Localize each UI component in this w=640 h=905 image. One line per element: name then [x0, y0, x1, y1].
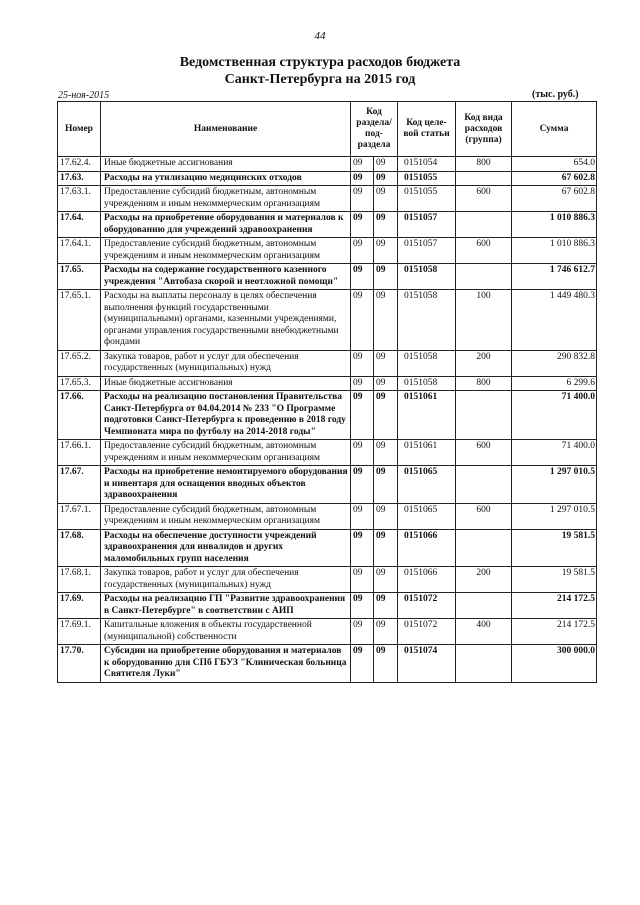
row-section: 09	[351, 171, 374, 186]
row-number: 17.67.1.	[58, 503, 101, 529]
row-sum: 1 449 480.3	[512, 290, 597, 351]
row-name: Расходы на обеспечение доступности учреждений здравоохранения для инвалидов и других маломобильных групп населения	[101, 529, 351, 567]
row-section: 09	[351, 238, 374, 264]
row-sum: 1 010 886.3	[512, 238, 597, 264]
row-number: 17.66.1.	[58, 440, 101, 466]
row-subsection: 09	[374, 645, 398, 683]
row-subsection: 09	[374, 619, 398, 645]
table-row	[58, 593, 597, 619]
document-title	[0, 54, 640, 88]
table-row	[58, 503, 597, 529]
row-name: Расходы на реализацию постановления Правительства Санкт-Петербурга от 04.04.2014 № 233 "О Программе подготовки Санкт-Петербурга к проведению в 2018 году Чемпионата мира по футболу на 2014-2018 годы"	[101, 391, 351, 440]
header-number: Номер	[58, 102, 101, 157]
row-article: 0151058	[398, 376, 456, 391]
row-name: Субсидии на приобретение оборудования и материалов к оборудованию для СПб ГБУЗ "Клиническая больница Святителя Луки"	[101, 645, 351, 683]
table-row	[58, 350, 597, 376]
row-section: 09	[351, 212, 374, 238]
row-subsection: 09	[374, 264, 398, 290]
row-subsection: 09	[374, 171, 398, 186]
table-row	[58, 466, 597, 504]
table-row	[58, 186, 597, 212]
row-number: 17.63.	[58, 171, 101, 186]
row-name: Предоставление субсидий бюджетным, автономным учреждениям и иным некоммерческим организациям	[101, 238, 351, 264]
row-sum: 1 746 612.7	[512, 264, 597, 290]
row-section: 09	[351, 466, 374, 504]
row-sum: 214 172.5	[512, 593, 597, 619]
row-type: 200	[456, 567, 512, 593]
row-article: 0151066	[398, 567, 456, 593]
table-row	[58, 619, 597, 645]
table-row	[58, 645, 597, 683]
row-type	[456, 391, 512, 440]
page-number: 44	[314, 30, 326, 42]
units-label: (тыс. руб.)	[532, 89, 579, 100]
row-number: 17.65.	[58, 264, 101, 290]
row-type: 600	[456, 503, 512, 529]
row-sum: 654.0	[512, 157, 597, 172]
row-section: 09	[351, 290, 374, 351]
table-row	[58, 212, 597, 238]
row-subsection: 09	[374, 157, 398, 172]
row-subsection: 09	[374, 186, 398, 212]
row-article: 0151057	[398, 212, 456, 238]
row-subsection: 09	[374, 529, 398, 567]
row-number: 17.68.1.	[58, 567, 101, 593]
table-row	[58, 567, 597, 593]
row-subsection: 09	[374, 593, 398, 619]
table-row	[58, 440, 597, 466]
table-row	[58, 238, 597, 264]
row-number: 17.62.4.	[58, 157, 101, 172]
row-name: Расходы на утилизацию медицинских отходов	[101, 171, 351, 186]
row-number: 17.66.	[58, 391, 101, 440]
row-section: 09	[351, 186, 374, 212]
table-header-row	[58, 102, 597, 157]
row-sum: 19 581.5	[512, 567, 597, 593]
row-section: 09	[351, 619, 374, 645]
row-type	[456, 645, 512, 683]
header-section: Код раздела/ под-раздела	[351, 102, 398, 157]
row-type: 600	[456, 186, 512, 212]
row-type	[456, 593, 512, 619]
row-section: 09	[351, 529, 374, 567]
row-number: 17.64.1.	[58, 238, 101, 264]
row-section: 09	[351, 376, 374, 391]
report-date: 25-ноя-2015	[58, 90, 110, 101]
row-type: 600	[456, 440, 512, 466]
row-subsection: 09	[374, 350, 398, 376]
row-number: 17.65.2.	[58, 350, 101, 376]
row-number: 17.65.1.	[58, 290, 101, 351]
row-article: 0151072	[398, 593, 456, 619]
row-sum: 1 297 010.5	[512, 503, 597, 529]
table-row	[58, 264, 597, 290]
row-section: 09	[351, 157, 374, 172]
row-article: 0151065	[398, 503, 456, 529]
table-body	[58, 157, 597, 683]
row-section: 09	[351, 264, 374, 290]
row-sum: 71 400.0	[512, 440, 597, 466]
row-article: 0151057	[398, 238, 456, 264]
title-line-2: Санкт-Петербурга на 2015 год	[224, 72, 416, 87]
row-type	[456, 529, 512, 567]
row-name: Предоставление субсидий бюджетным, автономным учреждениям и иным некоммерческим организациям	[101, 440, 351, 466]
row-sum: 67 602.8	[512, 171, 597, 186]
row-section: 09	[351, 645, 374, 683]
row-article: 0151072	[398, 619, 456, 645]
row-sum: 67 602.8	[512, 186, 597, 212]
row-type: 800	[456, 157, 512, 172]
row-section: 09	[351, 350, 374, 376]
row-name: Расходы на приобретение оборудования и материалов к оборудованию для учреждений здравоохранения	[101, 212, 351, 238]
row-name: Иные бюджетные ассигнования	[101, 376, 351, 391]
row-number: 17.67.	[58, 466, 101, 504]
row-type	[456, 171, 512, 186]
table-row	[58, 391, 597, 440]
row-type: 800	[456, 376, 512, 391]
row-article: 0151074	[398, 645, 456, 683]
row-article: 0151054	[398, 157, 456, 172]
header-name: Наименование	[101, 102, 351, 157]
row-article: 0151061	[398, 391, 456, 440]
row-sum: 71 400.0	[512, 391, 597, 440]
row-section: 09	[351, 567, 374, 593]
row-article: 0151055	[398, 186, 456, 212]
row-number: 17.64.	[58, 212, 101, 238]
row-sum: 19 581.5	[512, 529, 597, 567]
row-section: 09	[351, 391, 374, 440]
row-type	[456, 466, 512, 504]
row-name: Расходы на содержание государственного казенного учреждения "Автобаза скорой и неотложной помощи"	[101, 264, 351, 290]
row-type	[456, 264, 512, 290]
table-row	[58, 376, 597, 391]
row-type: 600	[456, 238, 512, 264]
row-section: 09	[351, 440, 374, 466]
header-article: Код целе-вой статьи	[398, 102, 456, 157]
row-number: 17.63.1.	[58, 186, 101, 212]
row-name: Предоставление субсидий бюджетным, автономным учреждениям и иным некоммерческим организациям	[101, 503, 351, 529]
row-article: 0151066	[398, 529, 456, 567]
row-number: 17.69.1.	[58, 619, 101, 645]
row-name: Закупка товаров, работ и услуг для обеспечения государственных (муниципальных) нужд	[101, 567, 351, 593]
row-number: 17.65.3.	[58, 376, 101, 391]
row-number: 17.68.	[58, 529, 101, 567]
row-type: 100	[456, 290, 512, 351]
row-type	[456, 212, 512, 238]
row-subsection: 09	[374, 503, 398, 529]
title-line-1: Ведомственная структура расходов бюджета	[179, 55, 461, 70]
row-subsection: 09	[374, 290, 398, 351]
row-name: Капитальные вложения в объекты государственной (муниципальной) собственности	[101, 619, 351, 645]
row-name: Предоставление субсидий бюджетным, автономным учреждениям и иным некоммерческим организациям	[101, 186, 351, 212]
row-number: 17.70.	[58, 645, 101, 683]
row-sum: 1 297 010.5	[512, 466, 597, 504]
row-article: 0151065	[398, 466, 456, 504]
row-sum: 1 010 886.3	[512, 212, 597, 238]
row-section: 09	[351, 503, 374, 529]
row-name: Иные бюджетные ассигнования	[101, 157, 351, 172]
table-row	[58, 157, 597, 172]
row-article: 0151055	[398, 171, 456, 186]
row-sum: 6 299.6	[512, 376, 597, 391]
table-row	[58, 529, 597, 567]
row-sum: 290 832.8	[512, 350, 597, 376]
table-row	[58, 290, 597, 351]
row-subsection: 09	[374, 466, 398, 504]
row-subsection: 09	[374, 567, 398, 593]
row-subsection: 09	[374, 440, 398, 466]
row-name: Закупка товаров, работ и услуг для обеспечения государственных (муниципальных) нужд	[101, 350, 351, 376]
table-row	[58, 171, 597, 186]
row-number: 17.69.	[58, 593, 101, 619]
row-sum: 300 000.0	[512, 645, 597, 683]
header-sum: Сумма	[512, 102, 597, 157]
row-type: 400	[456, 619, 512, 645]
row-article: 0151061	[398, 440, 456, 466]
row-article: 0151058	[398, 290, 456, 351]
row-article: 0151058	[398, 264, 456, 290]
row-subsection: 09	[374, 238, 398, 264]
header-type: Код вида расходов (группа)	[456, 102, 512, 157]
budget-table	[57, 101, 597, 683]
row-subsection: 09	[374, 212, 398, 238]
row-subsection: 09	[374, 391, 398, 440]
row-type: 200	[456, 350, 512, 376]
row-section: 09	[351, 593, 374, 619]
row-article: 0151058	[398, 350, 456, 376]
row-name: Расходы на приобретение немонтируемого оборудования и инвентаря для оснащения вводных объектов здравоохранения	[101, 466, 351, 504]
row-subsection: 09	[374, 376, 398, 391]
row-name: Расходы на выплаты персоналу в целях обеспечения выполнения функций государственными (муниципальными) органами, казенными учреждениями, органами управления государственными внебюджетными фондами	[101, 290, 351, 351]
row-name: Расходы на реализацию ГП "Развитие здравоохранения в Санкт-Петербурге" в соответствии с АИП	[101, 593, 351, 619]
row-sum: 214 172.5	[512, 619, 597, 645]
